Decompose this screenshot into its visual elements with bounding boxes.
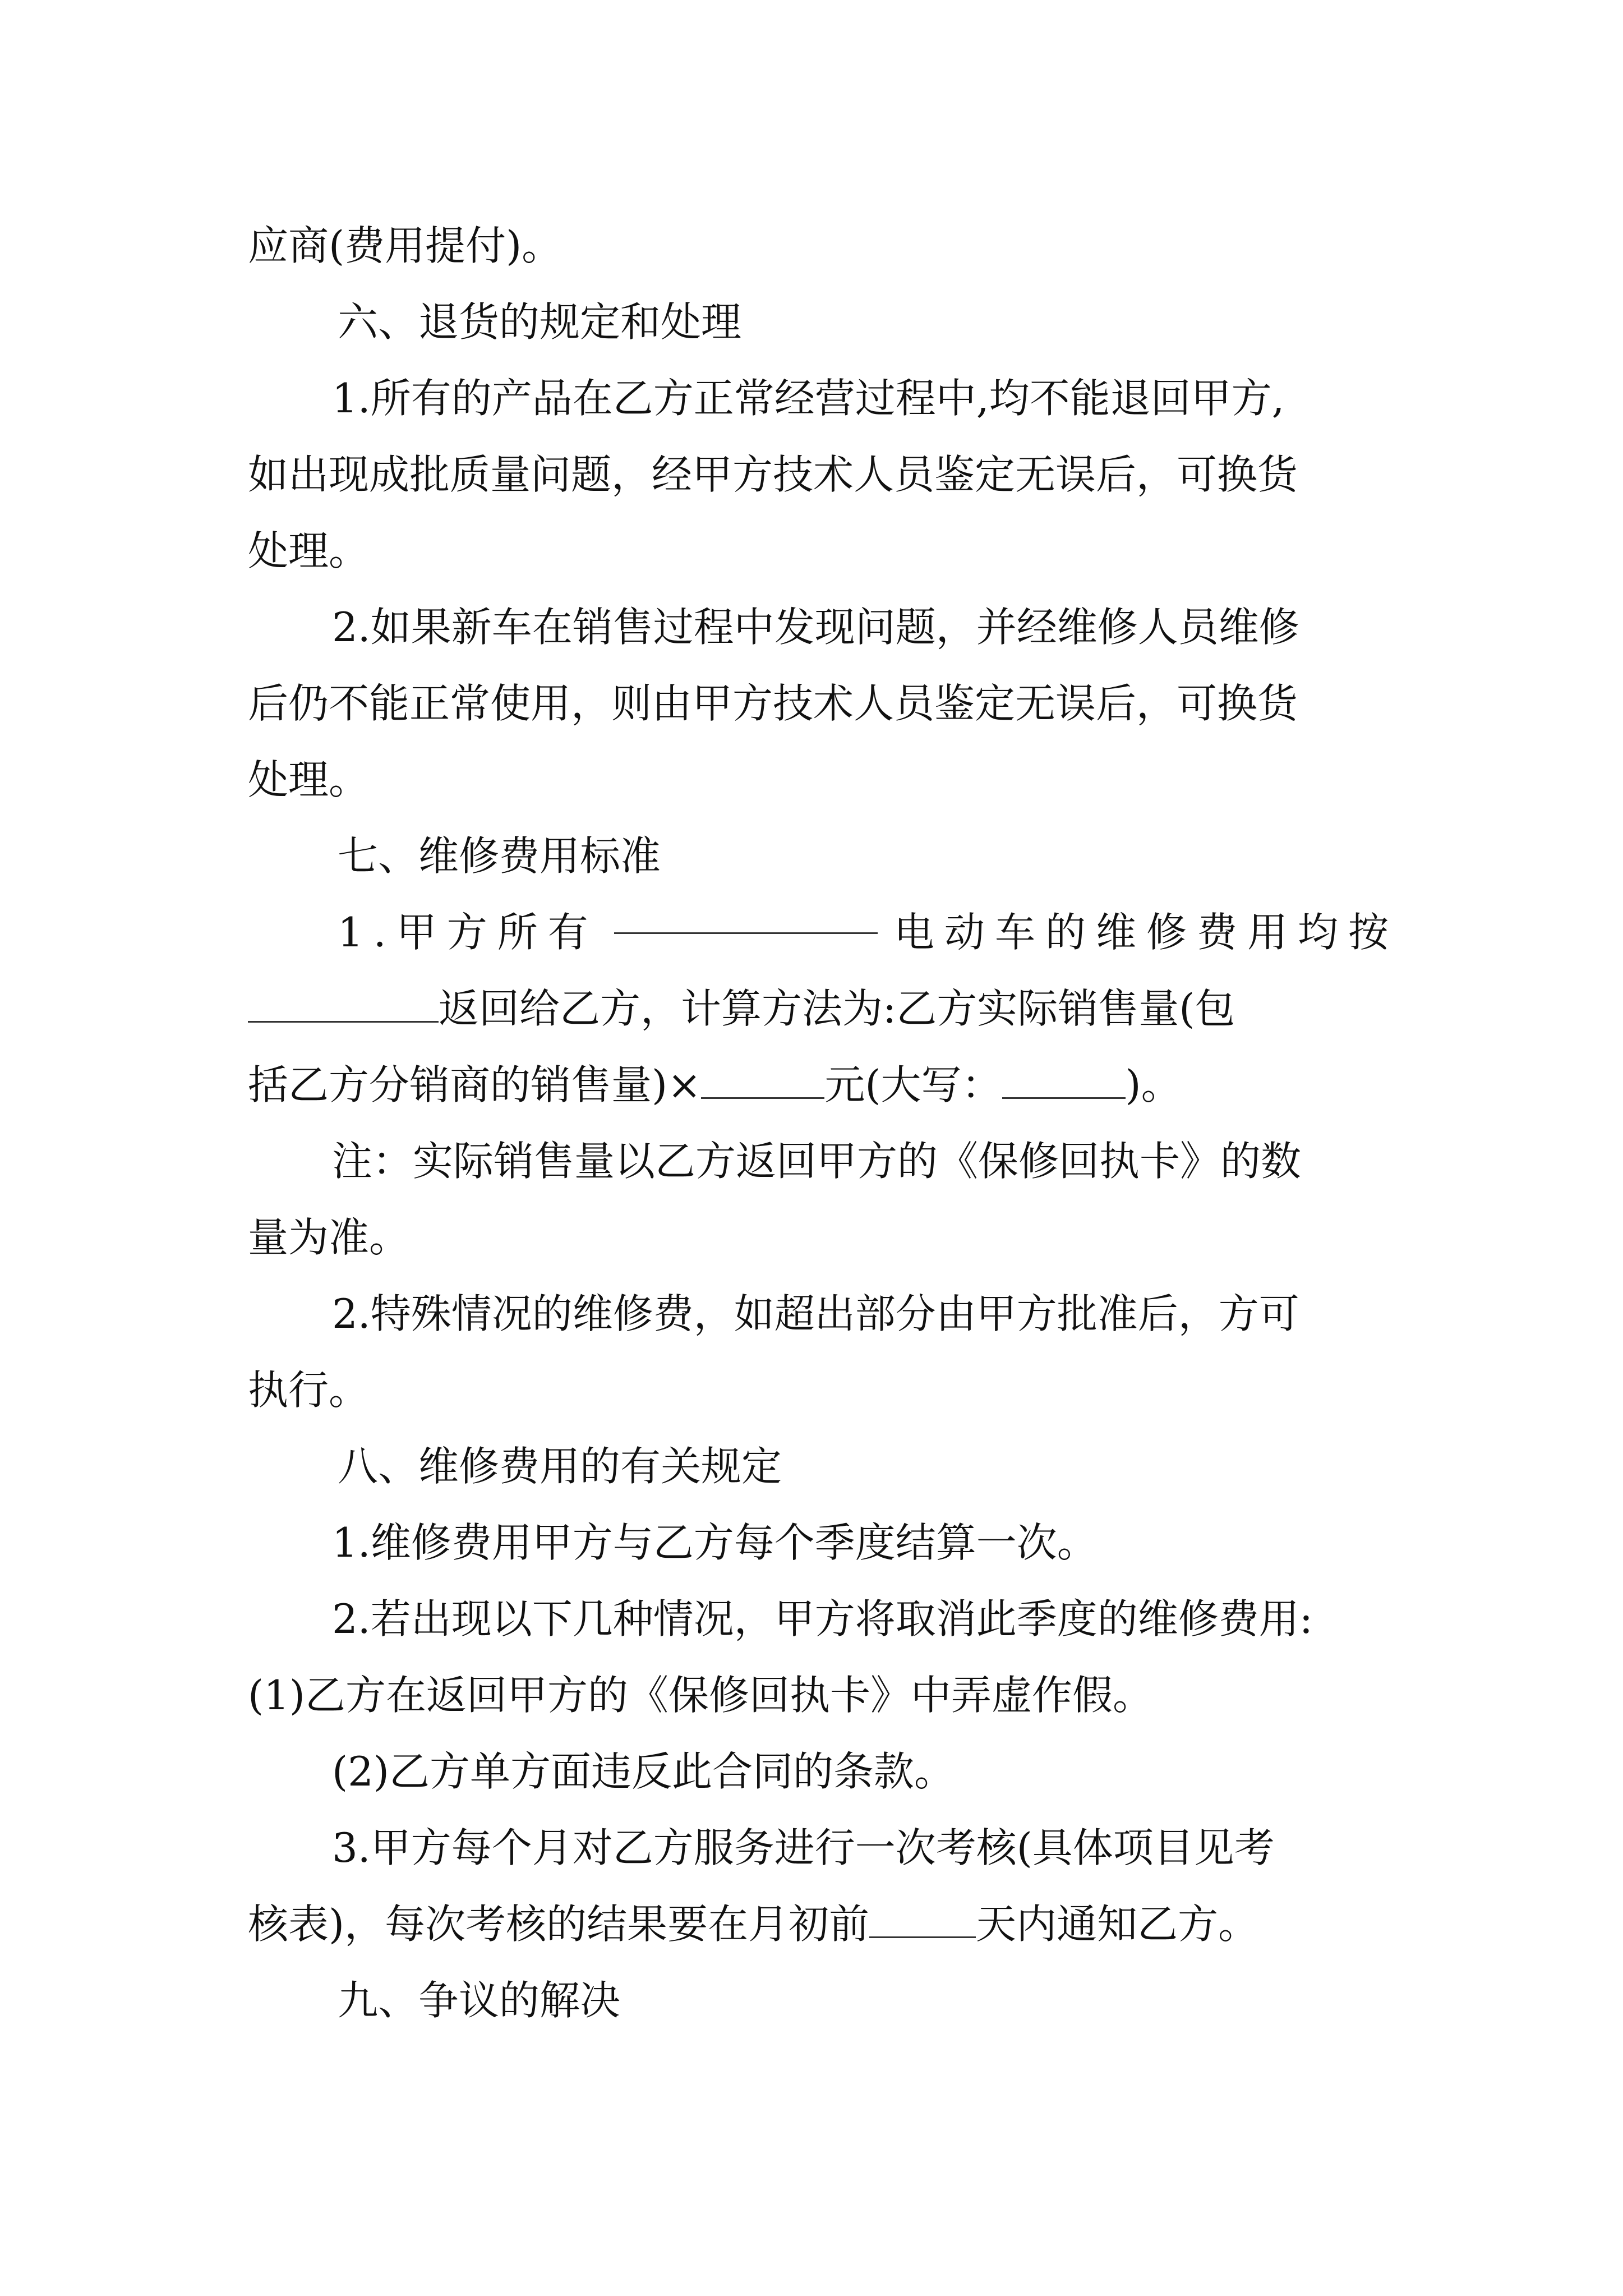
blank-field: [248, 983, 439, 1023]
document-body: [248, 208, 1399, 2039]
text-line: 后仍不能正常使用，则由甲方技术人员鉴定无误后，可换货: [248, 680, 1298, 727]
text-line: 3.甲方每个月对乙方服务进行一次考核(具体项目见考: [332, 1824, 1275, 1871]
text-line: (2)乙方单方面违反此合同的条款。: [332, 1748, 955, 1795]
text-line: 执行。: [248, 1366, 370, 1414]
text-line: 如出现成批质量问题，经甲方技术人员鉴定无误后，可换货: [248, 451, 1298, 498]
text-line: 量为准。: [248, 1214, 410, 1261]
text-line: 处理。: [248, 756, 370, 803]
justified-row: 1.甲方所有 电动车的维修费用均按: [338, 894, 1399, 970]
blank-field: [869, 1898, 976, 1938]
text-line: 括乙方分销商的销售量)× 元(大写： )。: [248, 1047, 1399, 1123]
blank-field: [614, 894, 878, 934]
text-line: [248, 894, 1399, 970]
text-line: 应商(费用提付)。: [248, 222, 562, 269]
text-line: 注：实际销售量以乙方返回甲方的《保修回执卡》的数: [332, 1138, 1302, 1185]
text-line: 返回给乙方，计算方法为:乙方实际销售量(包: [248, 970, 1399, 1047]
text-line: 处理。: [248, 527, 370, 574]
text-line: 2.若出现以下几种情况，甲方将取消此季度的维修费用:: [332, 1595, 1313, 1642]
section-heading-7: 七、维修费用标准: [338, 832, 661, 880]
blank-field: [701, 1059, 824, 1099]
text-line: 2.如果新车在销售过程中发现问题，并经维修人员维修: [332, 604, 1299, 651]
section-heading-8: 八、维修费用的有关规定: [338, 1443, 782, 1490]
text-line: 2.特殊情况的维修费，如超出部分由甲方批准后，方可: [332, 1290, 1299, 1337]
text-line: 核表)，每次考核的结果要在月初前 天内通知乙方。: [248, 1886, 1399, 1962]
section-heading-9: 九、争议的解决: [338, 1977, 621, 2024]
text-line: (1)乙方在返回甲方的《保修回执卡》中弄虚作假。: [248, 1672, 1153, 1719]
blank-field: [1002, 1059, 1126, 1099]
section-heading-6: 六、退货的规定和处理: [338, 298, 742, 346]
text-line: 1.所有的产品在乙方正常经营过程中,均不能退回甲方,: [332, 375, 1285, 422]
text-line: 1.维修费用甲方与乙方每个季度结算一次。: [332, 1519, 1098, 1566]
